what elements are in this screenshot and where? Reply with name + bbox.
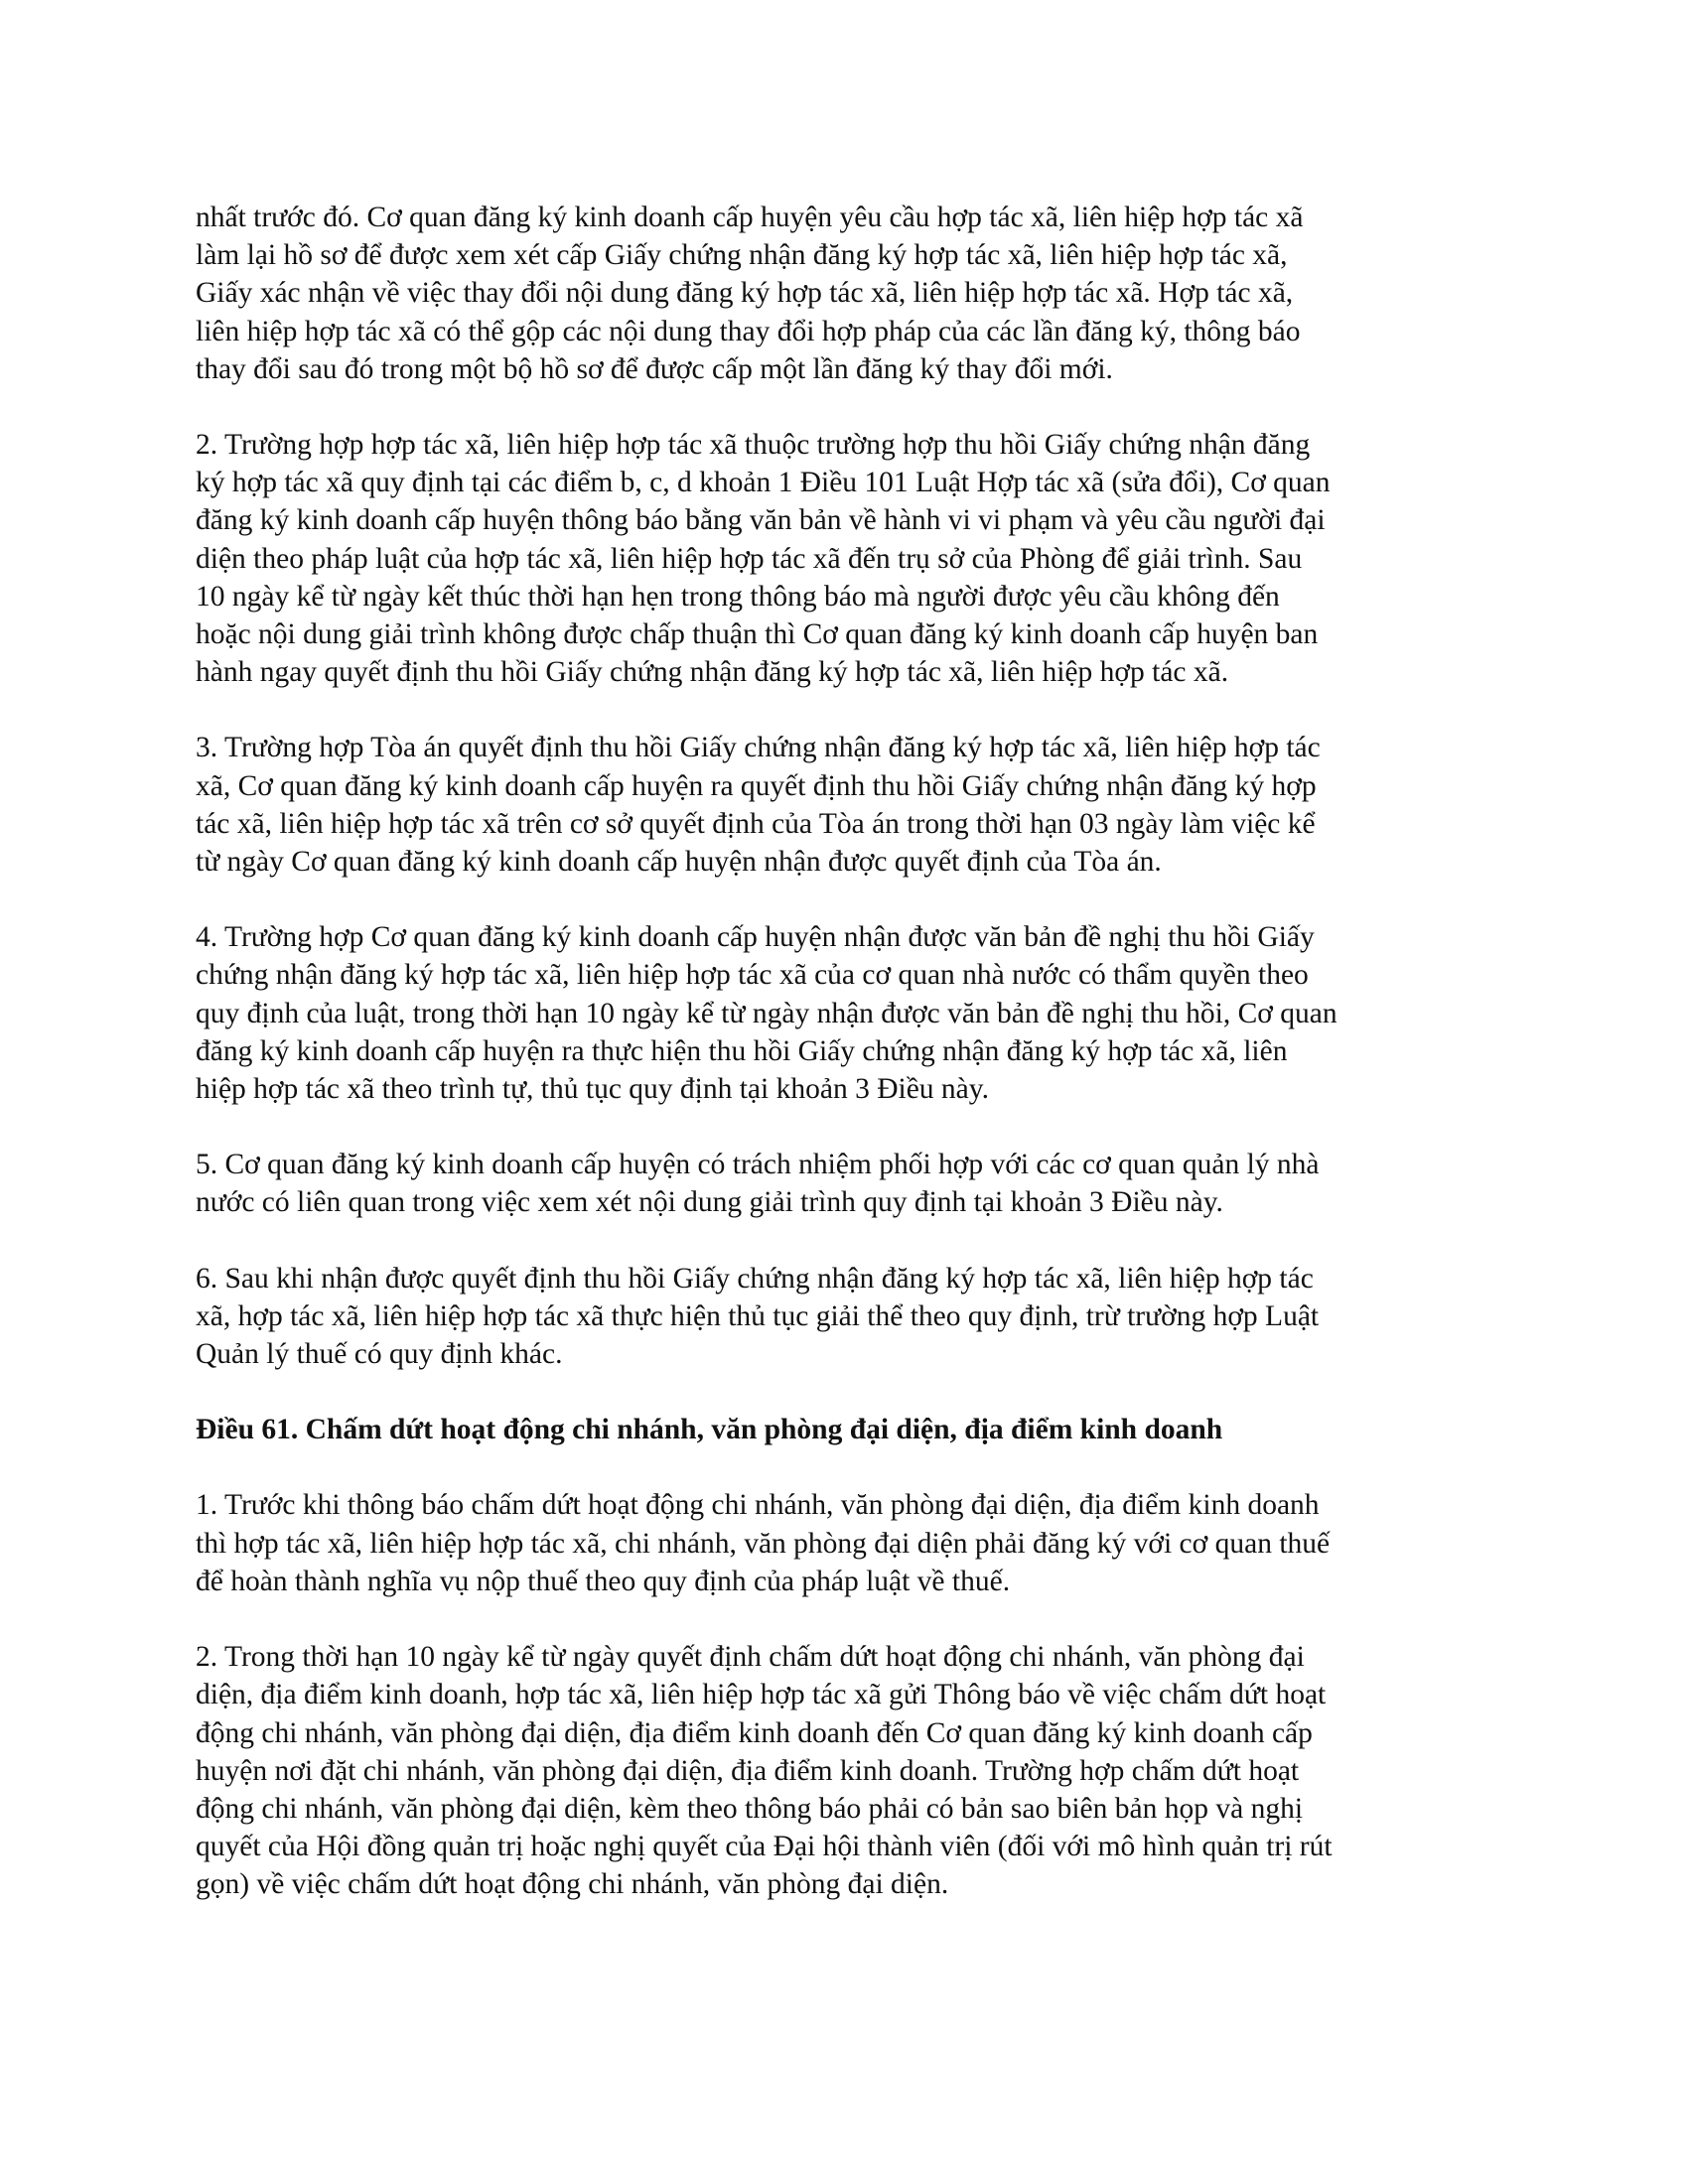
paragraph-article61-clause-2: 2. Trong thời hạn 10 ngày kể từ ngày quyết định chấm dứt hoạt động chi nhánh, văn phòng đại diện, địa điểm kinh doanh, hợp tác xã, liên hiệp hợp tác xã gửi Thông báo về việc chấm dứt hoạt động chi nhánh, văn phòng đại diện, địa điểm kinh doanh đến Cơ quan đăng ký kinh doanh cấp huyện nơi đặt chi nhánh, văn phòng đại diện, địa điểm kinh doanh. Trường hợp chấm dứt hoạt động chi nhánh, văn phòng đại diện, kèm theo thông báo phải có bản sao biên bản họp và nghị quyết của Hội đồng quản trị hoặc nghị quyết của Đại hội thành viên (đối với mô hình quản trị rút gọn) về việc chấm dứt hoạt động chi nhánh, văn phòng đại diện.	[196, 1641, 1333, 1901]
paragraph-clause-4: 4. Trường hợp Cơ quan đăng ký kinh doanh cấp huyện nhận được văn bản đề nghị thu hồi Giấy chứng nhận đăng ký hợp tác xã, liên hiệp hợp tác xã của cơ quan nhà nước có thẩm quyền theo quy định của luật, trong thời hạn 10 ngày kể từ ngày nhận được văn bản đề nghị thu hồi, Cơ quan đăng ký kinh doanh cấp huyện ra thực hiện thu hồi Giấy chứng nhận đăng ký hợp tác xã, liên hiệp hợp tác xã theo trình tự, thủ tục quy định tại khoản 3 Điều này.	[196, 921, 1337, 1106]
paragraph-continuation: nhất trước đó. Cơ quan đăng ký kinh doanh cấp huyện yêu cầu hợp tác xã, liên hiệp hợp tác xã làm lại hồ sơ để được xem xét cấp Giấy chứng nhận đăng ký hợp tác xã, liên hiệp hợp tác xã, Giấy xác nhận về việc thay đổi nội dung đăng ký hợp tác xã, liên hiệp hợp tác xã. Hợp tác xã, liên hiệp hợp tác xã có thể gộp các nội dung thay đổi hợp pháp của các lần đăng ký, thông báo thay đổi sau đó trong một bộ hồ sơ để được cấp một lần đăng ký thay đổi mới.	[196, 202, 1304, 385]
paragraph-article61-clause-1: 1. Trước khi thông báo chấm dứt hoạt động chi nhánh, văn phòng đại diện, địa điểm kinh doanh thì hợp tác xã, liên hiệp hợp tác xã, chi nhánh, văn phòng đại diện phải đăng ký với cơ quan thuế để hoàn thành nghĩa vụ nộp thuế theo quy định của pháp luật về thuế.	[196, 1489, 1331, 1597]
paragraph-clause-2: 2. Trường hợp hợp tác xã, liên hiệp hợp tác xã thuộc trường hợp thu hồi Giấy chứng nhận đăng ký hợp tác xã quy định tại các điểm b, c, d khoản 1 Điều 101 Luật Hợp tác xã (sửa đổi), Cơ quan đăng ký kinh doanh cấp huyện thông báo bằng văn bản về hành vi vi phạm và yêu cầu người đại diện theo pháp luật của hợp tác xã, liên hiệp hợp tác xã đến trụ sở của Phòng để giải trình. Sau 10 ngày kể từ ngày kết thúc thời hạn hẹn trong thông báo mà người được yêu cầu không đến hoặc nội dung giải trình không được chấp thuận thì Cơ quan đăng ký kinh doanh cấp huyện ban hành ngay quyết định thu hồi Giấy chứng nhận đăng ký hợp tác xã, liên hiệp hợp tác xã.	[196, 429, 1331, 689]
paragraph-clause-5: 5. Cơ quan đăng ký kinh doanh cấp huyện có trách nhiệm phối hợp với các cơ quan quản lý nhà nước có liên quan trong việc xem xét nội dung giải trình quy định tại khoản 3 Điều này.	[196, 1149, 1320, 1219]
document-page	[196, 199, 1496, 1942]
paragraph-clause-3: 3. Trường hợp Tòa án quyết định thu hồi Giấy chứng nhận đăng ký hợp tác xã, liên hiệp hợp tác xã, Cơ quan đăng ký kinh doanh cấp huyện ra quyết định thu hồi Giấy chứng nhận đăng ký hợp tác xã, liên hiệp hợp tác xã trên cơ sở quyết định của Tòa án trong thời hạn 03 ngày làm việc kể từ ngày Cơ quan đăng ký kinh doanh cấp huyện nhận được quyết định của Tòa án.	[196, 732, 1321, 879]
paragraph-clause-6: 6. Sau khi nhận được quyết định thu hồi Giấy chứng nhận đăng ký hợp tác xã, liên hiệp hợp tác xã, hợp tác xã, liên hiệp hợp tác xã thực hiện thủ tục giải thể theo quy định, trừ trường hợp Luật Quản lý thuế có quy định khác.	[196, 1262, 1320, 1371]
article-heading: Điều 61. Chấm dứt hoạt động chi nhánh, văn phòng đại diện, địa điểm kinh doanh	[196, 1414, 1223, 1446]
